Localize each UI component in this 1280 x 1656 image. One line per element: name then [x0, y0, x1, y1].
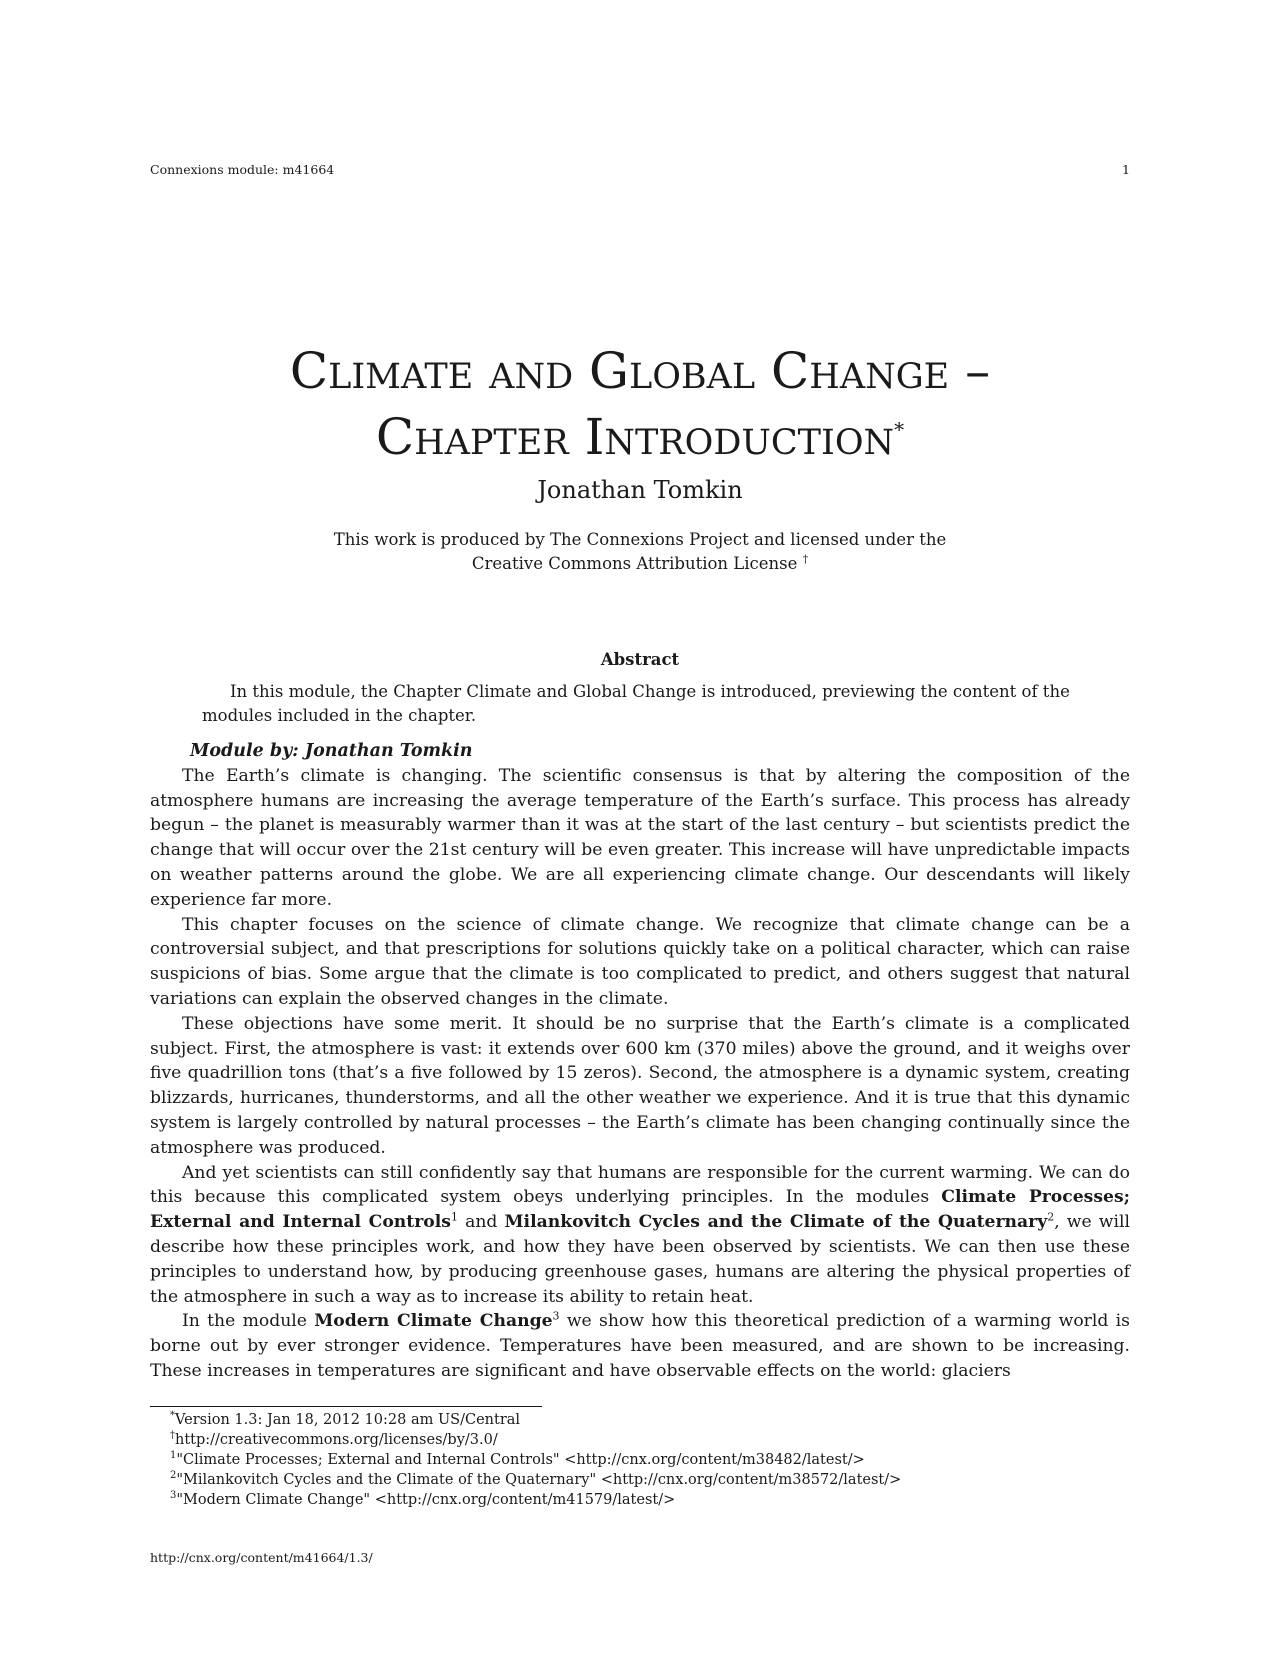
license-line-2: Creative Commons Attribution License [471, 554, 798, 573]
module-by-line: Module by: Jonathan Tomkin [190, 741, 473, 761]
footnote-3 [170, 1490, 1130, 1510]
footnote-link[interactable]: "Milankovitch Cycles and the Climate of the Quaternary" <http://cnx.org/content/m38572/latest/> [176, 1472, 902, 1488]
link-milankovitch-cycles[interactable]: Milankovitch Cycles and the Climate of the Quaternary [504, 1212, 1048, 1233]
abstract-text: In this module, the Chapter Climate and Global Change is introduced, previewing the content of the modules included in the chapter. [202, 682, 1070, 725]
paragraph-5 [150, 1309, 1130, 1383]
paragraph-3: These objections have some merit. It should be no surprise that the Earth’s climate is a complicated subject. First, the atmosphere is vast: it extends over 600 km (370 miles) above the ground, and it weighs over five quadrillion tons (that’s a five followed by 15 zeros). Second, the atmosphere is a dynamic system, creating blizzards, hurricanes, thunderstorms, and all the other weather we experience. And it is true that this dynamic system is largely controlled by natural processes – the Earth’s climate has been changing continually since the atmosphere was produced. [150, 1013, 1130, 1158]
license-line-1: This work is produced by The Connexions Project and licensed under the [333, 530, 947, 549]
author-name: Jonathan Tomkin [537, 476, 743, 504]
title-footnote-mark[interactable]: * [894, 416, 905, 441]
footnote-text: Version 1.3: Jan 18, 2012 10:28 am US/Central [175, 1412, 521, 1428]
footnote-2 [170, 1470, 1130, 1490]
footer-url[interactable]: http://cnx.org/content/m41664/1.3/ [150, 1550, 373, 1565]
paragraph-4-text-b: and [457, 1212, 505, 1233]
running-header-module: Connexions module: m41664 [150, 162, 335, 177]
footnote-ref-2[interactable]: 2 [1047, 1210, 1055, 1224]
body-text [150, 739, 1130, 1384]
link-climate-processes[interactable]: Climate Processes; External and Internal Controls [150, 1187, 1130, 1233]
footnote-ref-1[interactable]: 1 [450, 1210, 458, 1224]
abstract-heading: Abstract [600, 650, 680, 669]
footnote-mark: * [170, 1410, 175, 1422]
title-line-2: Chapter Introduction [375, 407, 895, 466]
footnote-link[interactable]: http://creativecommons.org/licenses/by/3.0/ [175, 1432, 498, 1448]
footnotes-list [170, 1410, 1130, 1510]
footnote-divider [150, 1406, 542, 1407]
paragraph-5-text-b: we show how this theoretical prediction of a warming world is borne out by ever stronger evidence. Temperatures have been measured, and are shown to be increasing. These increases in temperatures are significant and have observable effects on the world: glaciers [150, 1311, 1130, 1381]
footnote-link[interactable]: "Climate Processes; External and Internal Controls" <http://cnx.org/content/m38482/latest/> [176, 1452, 865, 1468]
footnote-1 [170, 1450, 1130, 1470]
paragraph-4-text-c: , we will describe how these principles work, and how they have been observed by scientists. We can then use these principles to understand how, by producing greenhouse gases, humans are altering the physical properties of the atmosphere in such a way as to increase its ability to retain heat. [150, 1212, 1130, 1307]
footnote-link[interactable]: "Modern Climate Change" <http://cnx.org/content/m41579/latest/> [176, 1492, 676, 1508]
license-statement [150, 528, 1130, 576]
footnote-mark: † [170, 1430, 175, 1442]
footnote-ref-3[interactable]: 3 [552, 1309, 560, 1323]
page-number: 1 [1122, 162, 1130, 177]
footnote-mark: 1 [170, 1450, 177, 1462]
paragraph-2: This chapter focuses on the science of climate change. We recognize that climate change can be a controversial subject, and that prescriptions for solutions quickly take on a political character, which can raise suspicions of bias. Some argue that the climate is too complicated to predict, and others suggest that natural variations can explain the observed changes in the climate. [150, 914, 1130, 1009]
footnote-mark: 2 [170, 1470, 177, 1482]
paragraph-4 [150, 1161, 1130, 1310]
link-modern-climate-change[interactable]: Modern Climate Change [314, 1311, 553, 1332]
footnote-license-url [170, 1430, 1130, 1450]
license-footnote-mark[interactable]: † [802, 552, 809, 566]
footnote-version [170, 1410, 1130, 1430]
paragraph-4-text-a: And yet scientists can still confidently say that humans are responsible for the current warming. We can do this because this complicated system obeys underlying principles. In the modules [150, 1162, 1130, 1208]
title-line-1: Climate and Global Change – [289, 341, 991, 400]
paragraph-5-text-a: In the module [182, 1311, 315, 1332]
footnote-mark: 3 [170, 1490, 177, 1502]
paragraph-1: The Earth’s climate is changing. The scientific consensus is that by altering the composition of the atmosphere humans are increasing the average temperature of the Earth’s surface. This process has already begun – the planet is measurably warmer than it was at the start of the last century – but scientists predict the change that will occur over the 21st century will be even greater. This increase will have unpredictable impacts on weather patterns around the globe. We are all experiencing climate change. Our descendants will likely experience far more. [150, 765, 1130, 910]
document-title [150, 338, 1130, 470]
